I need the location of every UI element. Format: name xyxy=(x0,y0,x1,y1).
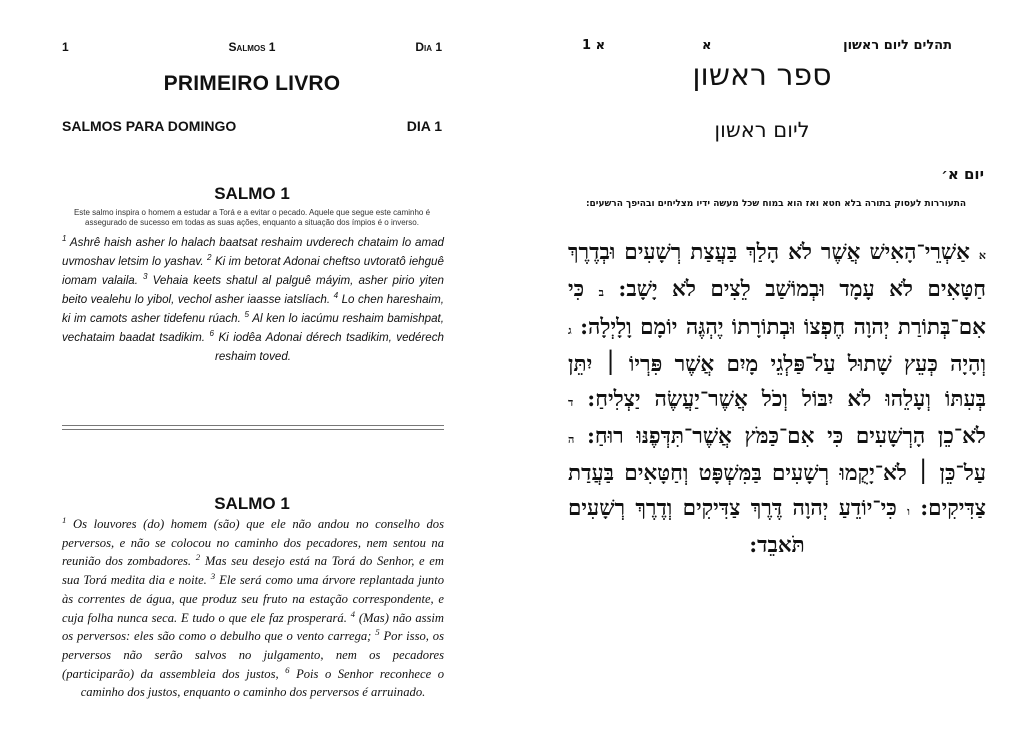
section-day: DIA 1 xyxy=(406,118,442,134)
verse-text: Pois o Senhor reconhece o caminho dos justos, enquanto o caminho dos perversos é arruinado. xyxy=(80,666,444,700)
verse-number: 6 xyxy=(209,329,214,339)
hebrew-verse-text: לֹא־כֵן הָרְשָׁעִים כִּי אִם־כַּמֹּץ אֲשֶׁר־תִּדְּפֶנּוּ רוּחַ: xyxy=(587,424,986,450)
hebrew-verse-number: ג xyxy=(568,323,572,337)
running-title: Salmos 1 xyxy=(228,40,276,54)
psalm-heading: SALMO 1 xyxy=(214,184,290,203)
verse-text: Por isso, os perversos não serão salvos no julgamento, nem os pecadores (participarão) da assembleia dos justos, xyxy=(62,629,444,681)
hebrew-verse-number: ד xyxy=(568,395,574,409)
verse-number: 2 xyxy=(195,552,201,563)
hebrew-verse-text: כִּי־יוֹדֵעַ יְהוָה דֶּרֶךְ צַדִּיקִים וְדֶרֶךְ רְשָׁעִים תֹּאבֵד: xyxy=(568,495,897,559)
verse-text: Ki iodêa Adonai dérech tsadikim, vedérech reshaim toved. xyxy=(214,331,444,363)
verse-text: Os louvores (do) homem (são) que ele não andou no conselho dos perversos, e não se colocou no caminho dos pecadores, nem sentou na reunião dos zombadores. xyxy=(62,517,444,569)
transliteration-text xyxy=(62,233,444,366)
verse-number: 1 xyxy=(62,234,67,244)
verse-number: 4 xyxy=(333,291,339,301)
section-title: SALMOS PARA DOMINGO xyxy=(62,118,237,134)
verse-number: 2 xyxy=(206,253,212,263)
verse-number: 5 xyxy=(375,627,380,638)
verse-number: 3 xyxy=(210,570,216,581)
hebrew-book-title: ספר ראשון xyxy=(692,58,832,93)
hebrew-verse-number: ה xyxy=(568,433,575,447)
verse-text: Lo chen hareshaim, ki im camots asher tidefenu rúach. xyxy=(62,293,444,325)
hebrew-intro: התעוררות לעסוק בתורה בלא חטא ואז הוא במוח שכל מעשה ידיו מצליחים ובהיפך הרשעים: xyxy=(585,199,967,209)
left-page xyxy=(0,0,500,743)
verse-number: 4 xyxy=(350,608,356,619)
verse-text: Al ken lo iacúmu reshaim bamishpat, vechataim baadat tsadikim. xyxy=(62,312,444,344)
hebrew-verse-number: ב xyxy=(598,286,604,300)
verse-number: 3 xyxy=(143,272,148,282)
running-header xyxy=(62,40,442,56)
hebrew-verse-number: א xyxy=(978,249,986,262)
hebrew-day-title: ליום ראשון xyxy=(714,118,810,142)
translation-heading: SALMO 1 xyxy=(214,494,290,513)
verse-number: 5 xyxy=(244,310,250,320)
hebrew-verse-number: ו xyxy=(907,504,910,518)
verse-text: Ki im betorat Adonai cheftso uvtoratô iehguê iomam valaila. xyxy=(62,255,444,287)
intro-note: Este salmo inspira o homem a estudar a Torá e a evitar o pecado. Aquele que segue este caminho é assegurado de sucesso em todas as suas ações, enquanto a situação dos ímpios é o inverso. xyxy=(73,208,431,227)
hebrew-verse-text: עַל־כֵּן ׀ לֹא־יָקֻמוּ רְשָׁעִים בַּמִּשְׁפָּט וְחַטָּאִים בַּעֲדַת צַדִּיקִים: xyxy=(568,461,986,521)
hebrew-running-title: תהלים ליום ראשון xyxy=(843,38,952,53)
verse-text: Mas seu desejo está na Torá do Senhor, e em sua Torá medita dia e noite. xyxy=(62,554,444,588)
hebrew-running-header xyxy=(582,38,952,56)
verse-number: 6 xyxy=(285,664,290,675)
hebrew-psalm-text xyxy=(568,236,986,564)
hebrew-page-number: 1 א xyxy=(582,38,606,53)
verse-text: Ashrê haish asher lo halach baatsat reshaim uvderech chataim lo amad uvmoshav letsim lo yashav. xyxy=(62,236,444,268)
hebrew-verse-text: כִּי אִם־בְּתוֹרַת יְהוָה חֶפְצוֹ וּבְתוֹרָתוֹ יֶהְגֶּה יוֹמָם וָלָיְלָה: xyxy=(568,277,986,340)
page-number: 1 xyxy=(62,40,69,54)
verse-number: 1 xyxy=(62,514,67,525)
right-page xyxy=(512,0,1024,743)
hebrew-verse-text: וְהָיָה כְּעֵץ שָׁתוּל עַל־פַּלְגֵי מָיִם אֲשֶׁר פִּרְיוֹ ׀ יִתֵּן בְּעִתּוֹ וְעָלֵהוּ לֹא יִבּוֹל וְכֹל אֲשֶׁר־יַעֲשֶׂה יַצְלִיחַ: xyxy=(568,352,986,412)
hebrew-verse-text: אַשְׁרֵי־הָאִישׁ אֲשֶׁר לֹא הָלַךְ בַּעֲצַת רְשָׁעִים וּבְדֶרֶךְ חַטָּאִים לֹא עָמָד וּבְמוֹשַׁב לֵצִים לֹא יָשָׁב: xyxy=(568,240,986,303)
hebrew-running-mid: א xyxy=(702,38,712,53)
verse-text: Vehaia keets shatul al palguê máyim, asher pirio yiten beito vealehu lo yibol, vechol asher iaasse iatslíach. xyxy=(62,274,444,306)
verse-text: Ele será como uma árvore replantada junto às correntes de água, que produz seu fruto na estação correspondente, e cuja folha nunca seca. E tudo o que ele faz prosperará. xyxy=(62,573,445,625)
running-day: Dia 1 xyxy=(415,40,442,54)
book-title: PRIMEIRO LIVRO xyxy=(163,72,341,95)
verse-text: (Mas) não assim os perversos: eles são como o debulho que o vento carrega; xyxy=(62,610,445,644)
section-divider xyxy=(62,425,444,430)
hebrew-day-label: יום א׳ xyxy=(941,165,984,183)
translation-text xyxy=(62,515,444,702)
